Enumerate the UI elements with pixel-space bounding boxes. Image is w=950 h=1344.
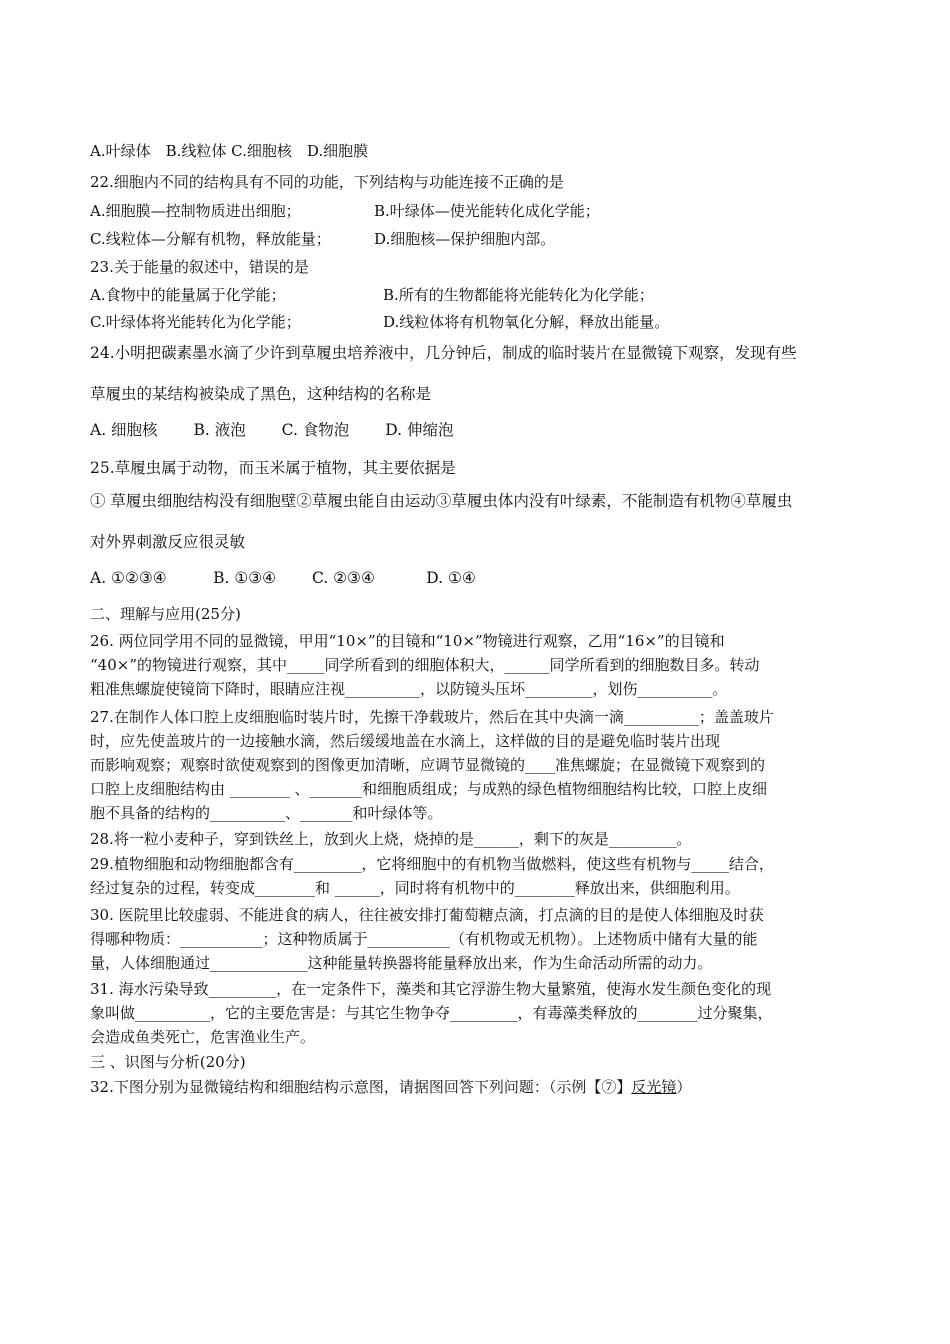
q23-stem: 23.关于能量的叙述中，错误的是: [90, 258, 309, 276]
q24-options: A. 细胞核 B. 液泡 C. 食物泡 D. 伸缩泡: [90, 421, 454, 439]
q23-option-c: C.叶绿体将光能转化为化学能；: [90, 313, 301, 331]
q30-line2: 得哪种物质：___________；这种物质属于___________（有机物或无机物）。上述物质中储有大量的能: [90, 930, 758, 948]
section-3-heading: 三 、识图与分析(20分): [90, 1053, 246, 1071]
q31-line1: 31. 海水污染导致_________，在一定条件下，藻类和其它浮游生物大量繁殖，使海水发生颜色变化的现: [90, 980, 772, 998]
q22-option-b: B.叶绿体—使光能转化成化学能；: [374, 202, 600, 220]
q22-option-d: D.细胞核—保护细胞内部。: [374, 230, 556, 248]
q23-option-d: D.线粒体将有机物氧化分解，释放出能量。: [383, 313, 670, 331]
q25-options: A. ①②③④ B. ①③④ C. ②③④ D. ①④: [90, 569, 476, 587]
q30-line1: 30. 医院里比较虚弱、不能进食的病人，往往被安排打葡萄糖点滴，打点滴的目的是使人体细胞及时获: [90, 906, 764, 924]
q23-option-a: A.食物中的能量属于化学能；: [90, 286, 286, 304]
q25-statements-line1: ① 草履虫细胞结构没有细胞壁②草履虫能自由运动③草履虫体内没有叶绿素，不能制造有机物④草履虫: [90, 492, 793, 510]
q22-option-c: C.线粒体—分解有机物，释放能量；: [90, 230, 331, 248]
q22-option-a: A.细胞膜—控制物质进出细胞；: [90, 202, 301, 220]
q24-stem-line2: 草履虫的某结构被染成了黑色，这种结构的名称是: [90, 385, 432, 403]
q30-line3: 量，人体细胞通过_____________这种能量转换器将能量释放出来，作为生命活动所需的动力。: [90, 954, 713, 972]
q27-line3: 而影响观察；观察时欲使观察到的图像更加清晰，应调节显微镜的____准焦螺旋；在显微镜下观察到的: [90, 756, 766, 774]
q25-stem: 25.草履虫属于动物，而玉米属于植物，其主要依据是: [90, 459, 456, 477]
q32-example-answer: 反光镜: [631, 1078, 677, 1096]
q26-line1: 26. 两位同学用不同的显微镜，甲用“10×”的目镜和“10×”物镜进行观察，乙用“16×”的目镜和: [90, 632, 725, 650]
q29-line1: 29.植物细胞和动物细胞都含有_________，它将细胞中的有机物当做燃料，使这些有机物与_____结合，: [90, 855, 774, 873]
q27-line1: 27.在制作人体口腔上皮细胞临时装片时，先擦干净载玻片，然后在其中央滴一滴__________；盖盖玻片: [90, 708, 774, 726]
q27-line2: 时，应先使盖玻片的一边接触水滴，然后缓缓地盖在水滴上，这样做的目的是避免临时装片出现: [90, 732, 721, 750]
q26-line3: 粗准焦螺旋使镜筒下降时，眼睛应注视__________，以防镜头压坏_________，划伤__________。: [90, 680, 728, 698]
q23-option-b: B.所有的生物都能将光能转化为化学能；: [383, 286, 654, 304]
q28: 28.将一粒小麦种子，穿到铁丝上，放到火上烧，烧掉的是______，剩下的灰是_________。: [90, 830, 692, 848]
q32-stem: [90, 1077, 880, 1097]
q24-stem-line1: 24.小明把碳素墨水滴了少许到草履虫培养液中，几分钟后，制成的临时装片在显微镜下观察，发现有些: [90, 344, 797, 362]
section-2-heading: 二、理解与应用(25分): [90, 605, 241, 623]
q22-stem: 22.细胞内不同的结构具有不同的功能，下列结构与功能连接不正确的是: [90, 173, 564, 191]
q31-line3: 会造成鱼类死亡，危害渔业生产。: [90, 1028, 316, 1046]
q32-close-paren: ）: [676, 1078, 692, 1096]
q22-options-ab: [90, 201, 880, 221]
q26-line2: “40×”的物镜进行观察，其中_____同学所看到的细胞体积大，______同学所看到的细胞数目多。转动: [90, 656, 760, 674]
q27-line4: 口腔上皮细胞结构由 ________ 、_______和细胞质组成；与成熟的绿色植物细胞结构比较，口腔上皮细: [90, 780, 768, 798]
q22-options-cd: [90, 229, 880, 249]
q21-options: A.叶绿体 B.线粒体 C.细胞核 D.细胞膜: [90, 142, 369, 160]
q31-line2: 象叫做__________，它的主要危害是：与其它生物争夺_________，有毒藻类释放的________过分聚集，: [90, 1004, 773, 1022]
q32-stem-text: 32.下图分别为显微镜结构和细胞结构示意图，请据图回答下列问题：（示例【⑦】: [90, 1078, 632, 1096]
q25-statements-line2: 对外界刺激反应很灵敏: [90, 533, 246, 551]
q27-line5: 胞不具备的结构的__________、_______和叶绿体等。: [90, 804, 443, 822]
q29-line2: 经过复杂的过程，转变成________和 ______，同时将有机物中的________释放出来，供细胞利用。: [90, 879, 740, 897]
q23-options-cd: [90, 312, 880, 332]
q23-options-ab: [90, 285, 880, 305]
